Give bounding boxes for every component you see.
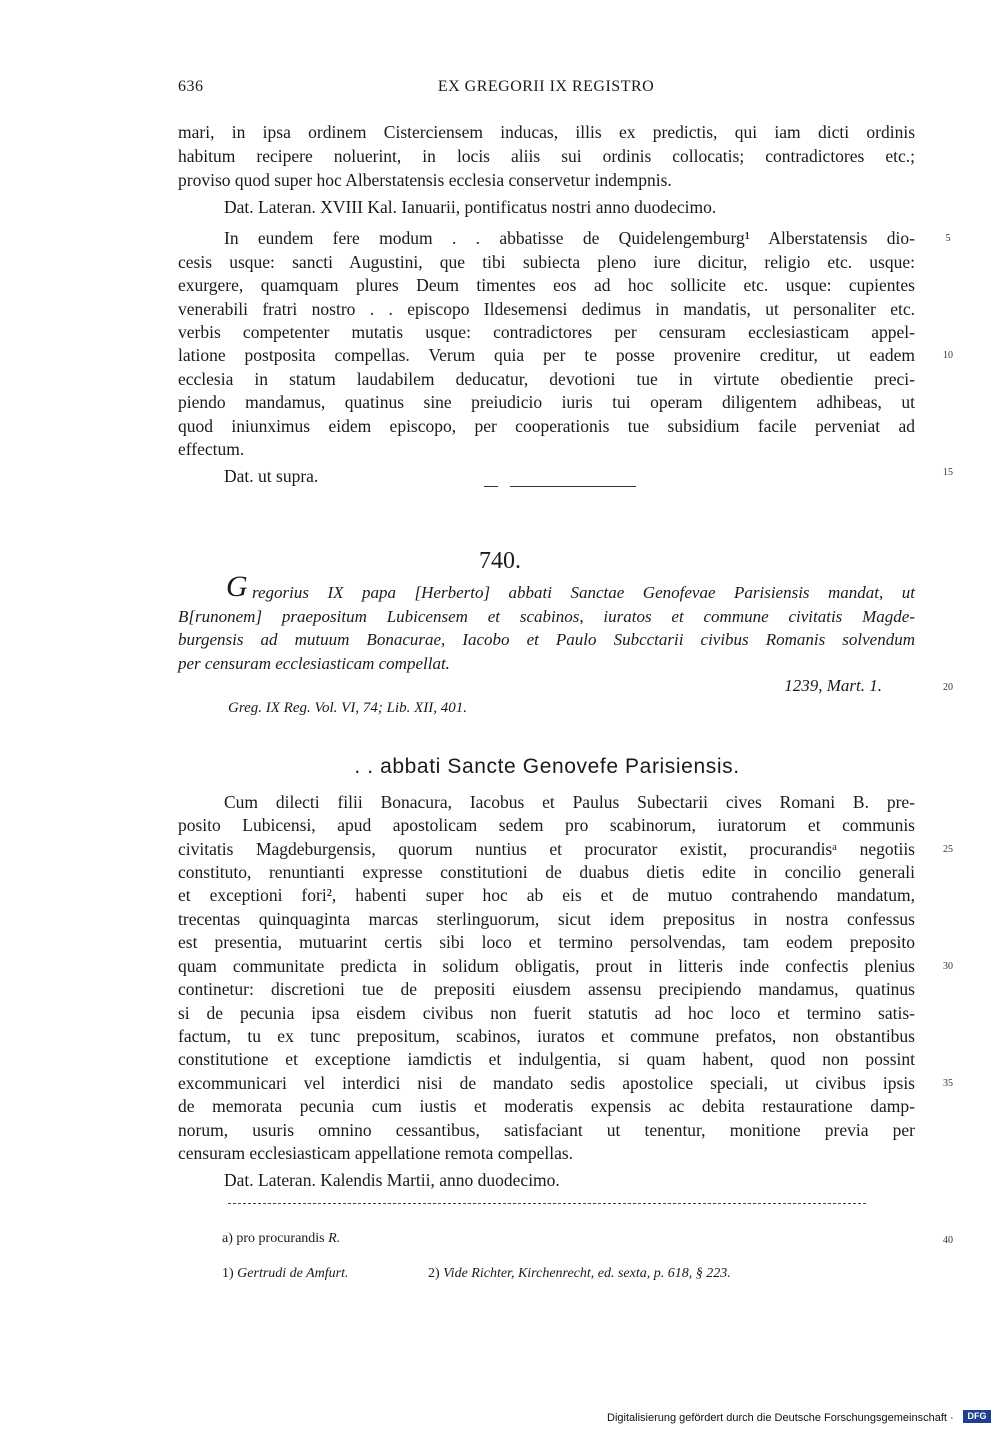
line-number: 20 [943,682,953,693]
regest-line: burgensis ad mutuum Bonacurae, Iacobo et Paulo Subcctarii civibus Romanis solvendum [178,630,915,649]
text-line: censuram ecclesiasticam appellatione remota compellas. [178,1143,574,1163]
footnote-text: Vide Richter, Kirchenrecht, ed. sexta, p. 618, § 223. [443,1266,731,1281]
document-date: 1239, Mart. 1. [784,676,882,695]
source-reference: Greg. IX Reg. Vol. VI, 74; Lib. XII, 401. [228,700,467,716]
regest-line: per censuram ecclesiasticam compellat. [178,654,450,673]
digitization-credit: Digitalisierung gefördert durch die Deutsche Forschungsgemeinschaft · [607,1412,954,1424]
footnote-text: a) pro procurandis [222,1231,325,1246]
text-line: trecentas quinquaginta marcas sterlinguorum, sicut idem prepositus in nostra confessus [178,909,915,929]
text-line: civitatis Magdeburgensis, quorum nuntius et procurator existit, procurandisᵃ negotiis [178,839,915,859]
address-heading: . . abbati Sancte Genovefe Parisiensis. [354,755,740,778]
footnote-marker: 1) [222,1266,234,1281]
dfg-logo: DFG [963,1410,991,1423]
initial-letter: G [226,570,248,603]
text-line: excommunicari vel interdici nisi de mandato sedis apostolice speciali, ut civibus ipsis [178,1073,915,1093]
text-line: ecclesia in statum laudabilem deducatur, devotioni tue in virtute obedientie preci- [178,369,915,389]
footnote-marker: 2) [428,1266,440,1281]
line-number: 25 [943,844,953,855]
line-number: 5 [945,233,951,244]
text-line: proviso quod super hoc Alberstatensis ecclesia conservetur indempnis. [178,170,672,190]
text-line: cesis usque: sancti Augustini, que tibi subiecta pleno iure dicitur, religio etc. usque: [178,252,915,272]
text-line: mari, in ipsa ordinem Cisterciensem inducas, illis ex predictis, qui iam dicti ordinis [178,122,915,142]
text-line: est presentia, mutuarint certis sibi loco et termino persolvendas, tam eodem preposito [178,932,915,952]
text-line: habitum recipere noluerint, in locis aliis sui ordinis collocatis; contradictores etc.; [178,146,915,166]
dating-clause: Dat. Lateran. XVIII Kal. Ianuarii, pontificatus nostri anno duodecimo. [224,197,717,217]
line-number: 10 [943,350,953,361]
text-line: si de pecunia ipsa eisdem civibus non fuerit statutis ad hoc loco et termino satis- [178,1003,915,1023]
text-line: verbis competenter mutatis usque: contradictores per censuram ecclesiasticam appel- [178,322,915,342]
text-line: venerabili fratri nostro . . episcopo Ildesemensi dedimus in mandatis, ut personaliter etc. [178,299,915,319]
regest-line: B[runonem] praepositum Lubicensem et scabinos, iuratos et commune civitatis Magde- [178,607,915,626]
text-line: piendo mandamus, quatinus sine preiudicio iuris tui operam diligentem adhibeas, ut [178,392,915,412]
critical-footnote [222,1231,340,1247]
separator-rule [510,486,636,487]
page-number: 636 [178,78,204,95]
text-line: continetur: discretioni tue de prepositi eiusdem assensu precipiendo mandamus, quatinus [178,979,915,999]
footnote-text: Gertrudi de Amfurt. [237,1266,349,1281]
line-number: 15 [943,467,953,478]
text-line: effectum. [178,439,245,459]
running-title: EX GREGORII IX REGISTRO [437,78,655,95]
text-line: constitutione et exceptione iamdictis et indulgentia, si quam habent, quod non possint [178,1049,915,1069]
text-line: norum, usuris omnino cessantibus, satisfaciant ut tenentur, monitione previa per [178,1120,915,1140]
text-line: constituto, renuntianti expresse constitutioni de duabus dietis edite in concilio generali [178,862,915,882]
document-number: 740. [479,548,521,574]
dating-clause: Dat. ut supra. [224,466,319,486]
text-line: Cum dilecti filii Bonacura, Iacobus et Paulus Subectarii cives Romani B. pre- [224,792,915,812]
text-line: In eundem fere modum . . abbatisse de Quidelengemburg¹ Alberstatensis dio- [224,228,915,248]
footnote-rule [228,1203,866,1204]
text-line: posito Lubicensi, apud apostolicam sedem pro scabinorum, iuratorum et communis [178,815,915,835]
footnote-2 [428,1266,731,1282]
text-line: quam communitate predicta in solidum obligatis, prout in litteris inde confectis plenius [178,956,915,976]
separator-rule [484,486,498,487]
text-line: quod iniunximus eidem episcopo, per cooperationis tue subsidium facile perveniat ad [178,416,915,436]
text-line: et exceptioni fori², habenti super hoc ab eis et de mutuo contrahendo mandatum, [178,885,915,905]
line-number: 40 [943,1235,953,1246]
text-line: latione postposita compellas. Verum quia per te posse provenire creditur, ut eadem [178,345,915,365]
footnote-1 [222,1266,349,1282]
dating-clause: Dat. Lateran. Kalendis Martii, anno duodecimo. [224,1170,560,1190]
footnote-siglum: R. [328,1231,341,1246]
text-line: de memorata pecunia cum iustis et moderatis expensis ac debita restauratione damp- [178,1096,915,1116]
line-number: 35 [943,1078,953,1089]
text-line: factum, tu ex tunc prepositum, scabinos, iuratos et commune prefatos, non obstantibus [178,1026,915,1046]
text-line: exurgere, quamquam plures Deum timentes eos ad hoc sollicite etc. usque: cupientes [178,275,915,295]
line-number: 30 [943,961,953,972]
regest-line: regorius IX papa [Herberto] abbati Sanctae Genofevae Parisiensis mandat, ut [252,583,915,602]
